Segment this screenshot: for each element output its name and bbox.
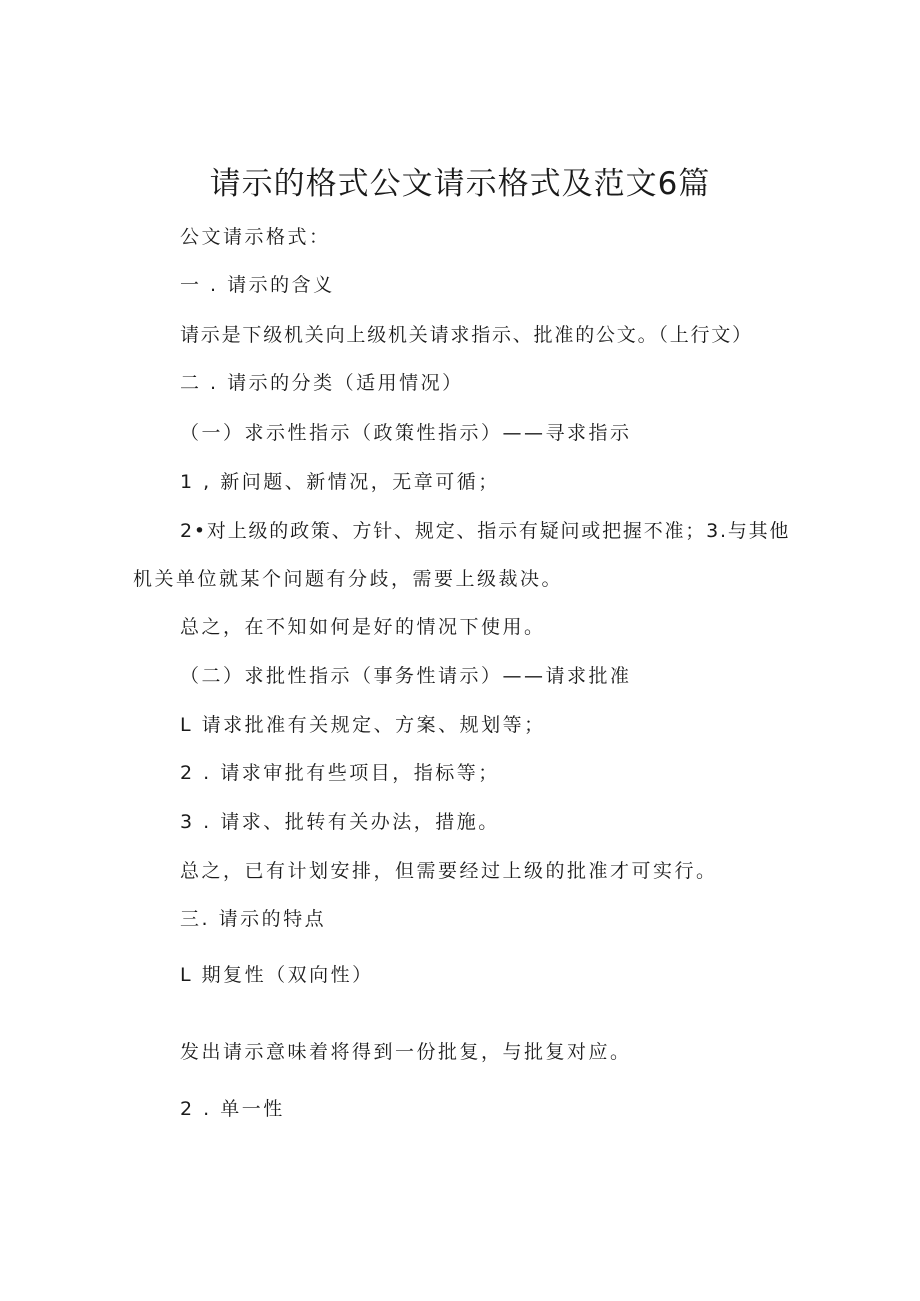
list-item-1: 1 , 新问题、新情况，无章可循； xyxy=(180,471,500,493)
section-heading-classification: 二 . 请示的分类（适用情况） xyxy=(180,372,464,394)
list-item-approval-3: 3 . 请求、批转有关办法，措施。 xyxy=(180,811,500,833)
section-heading-meaning: 一 . 请示的含义 xyxy=(180,274,335,296)
feature-description-1: 发出请示意味着将得到一份批复，与批复对应。 xyxy=(180,1041,632,1063)
document-title: 请示的格式公文请示格式及范文6篇 xyxy=(209,166,711,202)
list-item-2-3: 2•对上级的政策、方针、规定、指示有疑问或把握不准；3.与其他 xyxy=(180,520,791,542)
list-item-approval-2: 2 . 请求审批有些项目，指标等； xyxy=(180,762,500,784)
paragraph-format-heading: 公文请示格式： xyxy=(180,226,331,248)
feature-item-1: L 期复性（双向性） xyxy=(180,964,374,986)
summary-1: 总之，在不知如何是好的情况下使用。 xyxy=(180,616,546,638)
list-item-3-continued: 机关单位就某个问题有分歧，需要上级裁决。 xyxy=(133,568,564,590)
paragraph-definition: 请示是下级机关向上级机关请求指示、批准的公文。（上行文） xyxy=(180,324,753,346)
list-item-approval-1: L 请求批准有关规定、方案、规划等； xyxy=(180,714,546,736)
subheading-seek-instruction: （一）求示性指示（政策性指示）——寻求指示 xyxy=(180,422,632,444)
feature-item-2: 2 . 单一性 xyxy=(180,1098,285,1120)
subheading-seek-approval: （二）求批性指示（事务性请示）——请求批准 xyxy=(180,665,632,687)
section-heading-features: 三. 请示的特点 xyxy=(180,908,327,930)
summary-2: 总之，已有计划安排，但需要经过上级的批准才可实行。 xyxy=(180,860,718,882)
